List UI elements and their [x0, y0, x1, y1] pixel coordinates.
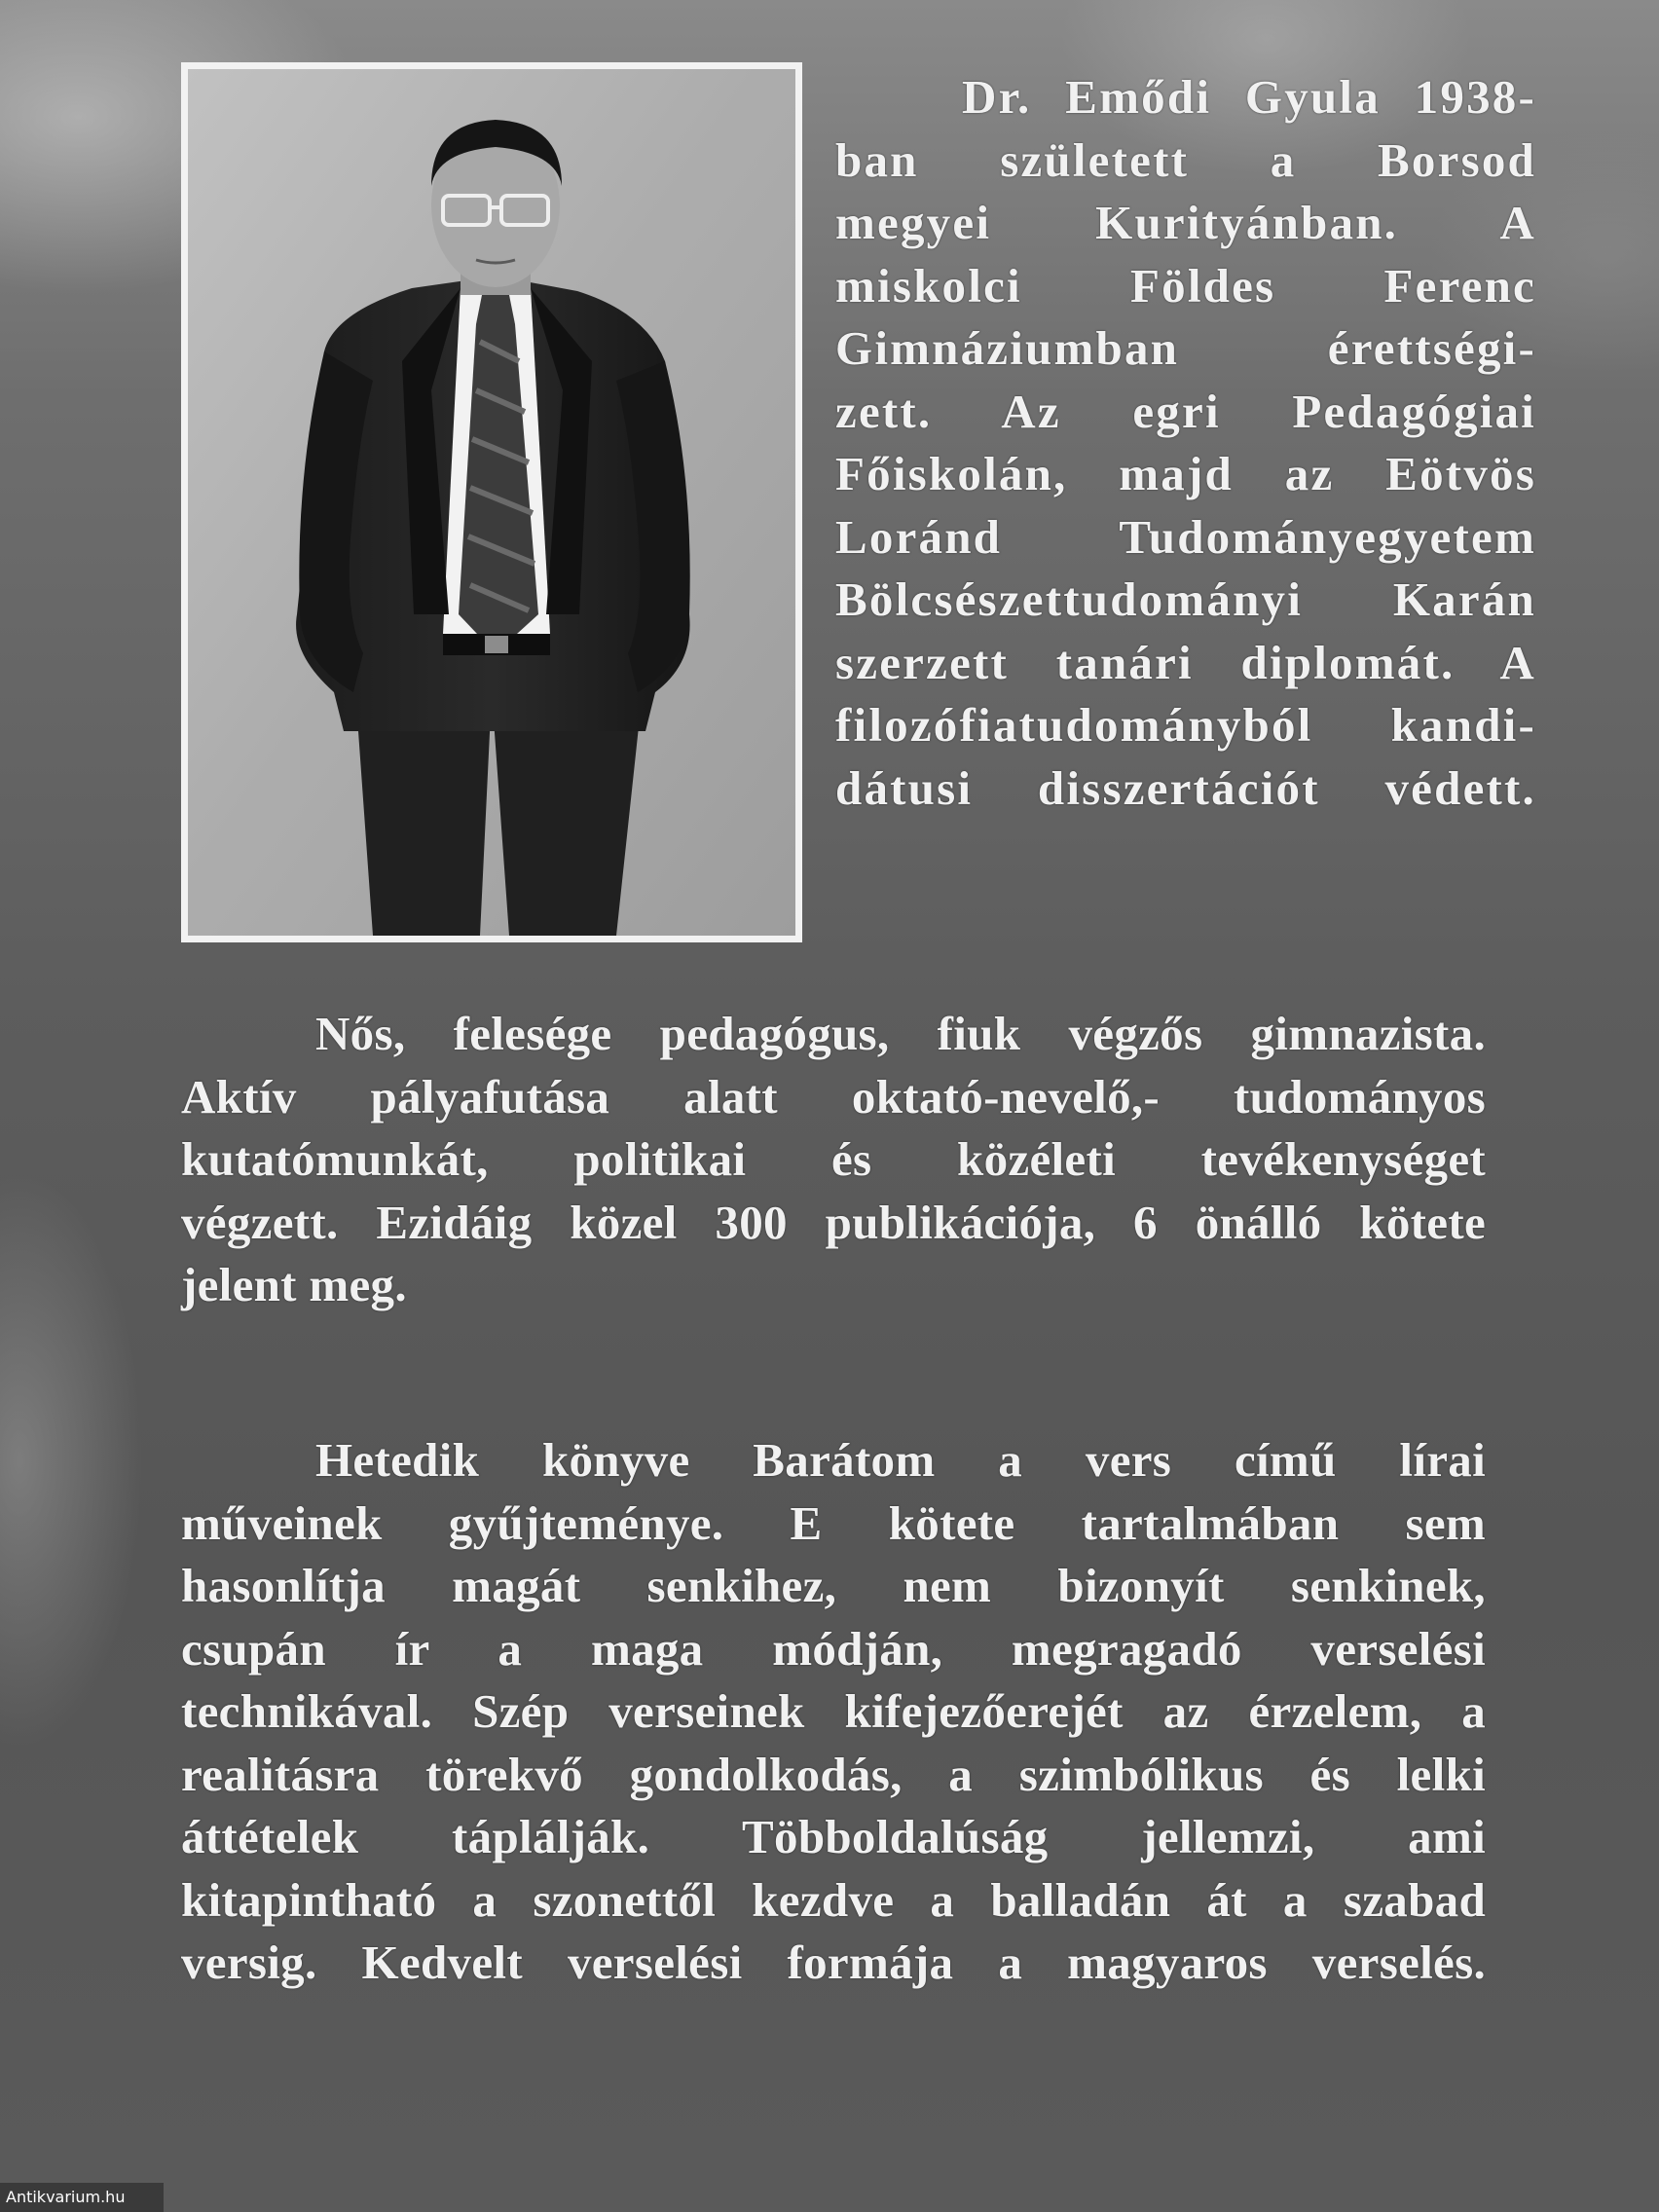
paragraph-line: realitásra törekvő gondolkodás, a szimbólikus és lelki [181, 1747, 1486, 1801]
paragraph-line: kitapintható a szonettől kezdve a balladán át a szabad [181, 1872, 1486, 1927]
author-portrait-illustration [188, 69, 795, 936]
antikvarium-watermark: Antikvarium.hu [0, 2183, 164, 2212]
paragraph-line: Nős, felesége pedagógus, fiuk végzős gimnazista. [315, 1007, 1486, 1060]
paragraph-line: hasonlítja magát senkihez, nem bizonyít senkinek, [181, 1559, 1486, 1612]
bio-line: Loránd Tudományegyetem [835, 509, 1536, 564]
family-career-paragraph [181, 1003, 1486, 1317]
paragraph-line: áttételek táplálják. Többoldalúság jellemzi, ami [181, 1810, 1486, 1863]
bio-line: ban született a Borsod [835, 132, 1536, 187]
bio-line: megyei Kurityánban. A [835, 196, 1536, 249]
bio-line: Bölcsészettudományi Karán [835, 572, 1536, 626]
author-bio-column [835, 66, 1536, 820]
paragraph-line: végzett. Ezidáig közel 300 publikációja, 6 önálló kötete [181, 1195, 1486, 1249]
book-description-paragraph [181, 1429, 1486, 1995]
bio-line: Dr. Emődi Gyula 1938- [962, 70, 1536, 124]
paragraph-line: Hetedik könyve Barátom a vers című lírai [315, 1433, 1486, 1487]
bio-line: dátusi disszertációt védett. [835, 760, 1536, 815]
paragraph-line: csupán ír a maga módján, megragadó verselési [181, 1621, 1486, 1676]
bio-line: miskolci Földes Ferenc [835, 258, 1536, 313]
paragraph-line: technikával. Szép verseinek kifejezőerejét az érzelem, a [181, 1684, 1486, 1738]
bio-line: Főiskolán, majd az Eötvös [835, 447, 1536, 500]
bio-line: szerzett tanári diplomát. A [835, 635, 1536, 689]
paragraph-line: versig. Kedvelt verselési formája a magyaros verselés. [181, 1936, 1486, 1989]
paragraph-line: Aktív pályafutása alatt oktató-nevelő,- tudományos [181, 1069, 1486, 1124]
paragraph-line: műveinek gyűjteménye. E kötete tartalmában sem [181, 1495, 1486, 1550]
bio-line: zett. Az egri Pedagógiai [835, 384, 1536, 438]
bio-line: Gimnáziumban érettségi- [835, 321, 1536, 375]
paragraph-line: kutatómunkát, politikai és közéleti tevékenységet [181, 1132, 1486, 1186]
author-photo [181, 62, 802, 942]
bio-line: filozófiatudományból kandi- [835, 698, 1536, 752]
paragraph-line: jelent meg. [181, 1258, 407, 1311]
